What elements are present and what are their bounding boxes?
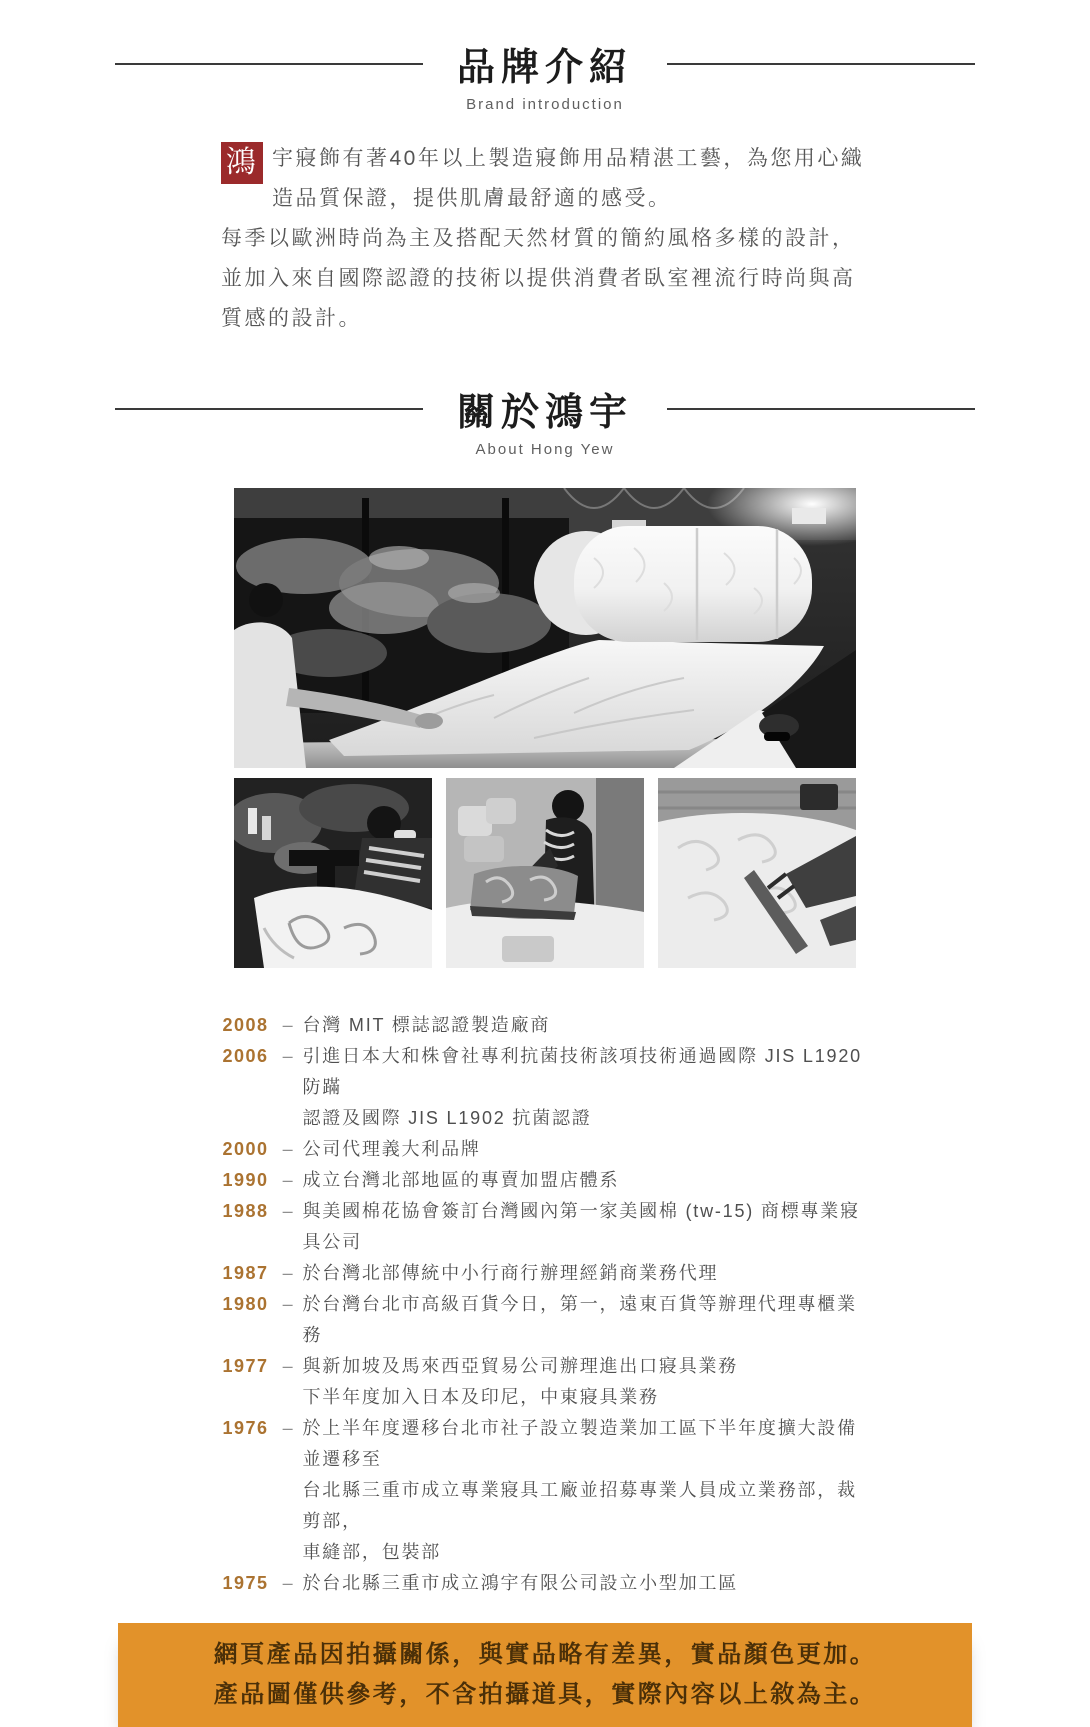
timeline-text-continued: 車縫部，包裝部 <box>302 1542 442 1562</box>
factory-photo-gallery <box>234 488 856 968</box>
brand-section-title: 品牌介紹 <box>457 47 634 89</box>
timeline-year: 1980 <box>222 1294 269 1314</box>
brand-intro-text <box>221 139 869 339</box>
timeline-text-continued: 認證及國際 JIS L1902 抗菌認證 <box>302 1108 592 1128</box>
quilt-trimming-photo <box>658 778 856 968</box>
timeline-year: 1975 <box>222 1573 269 1593</box>
brand-dropcap-logo: 鴻 <box>221 142 263 184</box>
timeline-text: 於台灣台北市高級百貨今日，第一，遠東百貨等辦理代理專櫃業務 <box>302 1294 857 1345</box>
company-history-timeline <box>223 1010 868 1599</box>
timeline-dash: – <box>282 1201 295 1221</box>
timeline-year: 1988 <box>222 1201 269 1221</box>
timeline-entry-1976 <box>223 1413 868 1475</box>
timeline-text: 與新加坡及馬來西亞貿易公司辦理進出口寢具業務 <box>302 1356 739 1376</box>
timeline-entry-1977 <box>223 1351 868 1382</box>
timeline-year: 2008 <box>222 1015 269 1035</box>
timeline-dash: – <box>282 1139 295 1159</box>
timeline-entry-2000 <box>223 1134 868 1165</box>
brand-section-subtitle: Brand introduction <box>466 96 624 113</box>
divider-line-left <box>115 408 423 410</box>
about-section-header <box>115 381 975 458</box>
timeline-dash: – <box>282 1418 295 1438</box>
timeline-text: 成立台灣北部地區的專賣加盟店體系 <box>302 1170 620 1190</box>
disclaimer-banner <box>118 1623 972 1727</box>
timeline-year: 2006 <box>222 1046 269 1066</box>
brand-intro-paragraph-1: 宇寢飾有著40年以上製造寢飾用品精湛工藝，為您用心織造品質保證，提供肌膚最舒適的感受。 <box>272 147 865 210</box>
divider-line-left <box>115 63 423 65</box>
timeline-year: 1990 <box>222 1170 269 1190</box>
timeline-dash: – <box>282 1170 295 1190</box>
timeline-entry-1990 <box>223 1165 868 1196</box>
comforter-packing-photo <box>446 778 644 968</box>
brand-intro-paragraph-2: 每季以歐洲時尚為主及搭配天然材質的簡約風格多樣的設計，並加入來自國際認證的技術以提供消費者臥室裡流行時尚與高質感的設計。 <box>221 227 856 330</box>
timeline-text: 台灣 MIT 標誌認證製造廠商 <box>302 1015 551 1035</box>
timeline-text: 於上半年度遷移台北市社子設立製造業加工區下半年度擴大設備並遷移至 <box>302 1418 857 1469</box>
timeline-text: 於台北縣三重市成立鴻宇有限公司設立小型加工區 <box>302 1573 739 1593</box>
timeline-text: 公司代理義大利品牌 <box>302 1139 481 1159</box>
timeline-entry-2006 <box>223 1041 868 1103</box>
about-section-title: 關於鴻宇 <box>457 392 634 434</box>
sewing-machine-photo <box>234 778 432 968</box>
timeline-text: 引進日本大和株會社專利抗菌技術該項技術通過國際 JIS L1920 防蹣 <box>302 1046 862 1097</box>
timeline-year: 1976 <box>222 1418 269 1438</box>
timeline-text: 於台灣北部傳統中小行商行辦理經銷商業務代理 <box>302 1263 719 1283</box>
timeline-entry-1987 <box>223 1258 868 1289</box>
timeline-text: 與美國棉花協會簽訂台灣國內第一家美國棉 (tw-15) 商標專業寢具公司 <box>302 1201 860 1252</box>
brand-section-header <box>115 36 975 113</box>
timeline-dash: – <box>282 1294 295 1314</box>
disclaimer-line-2: 產品圖僅供參考，不含拍攝道具，實際內容以上敘為主。 <box>213 1682 877 1708</box>
timeline-entry-1988 <box>223 1196 868 1258</box>
timeline-dash: – <box>282 1573 295 1593</box>
divider-line-right <box>667 63 975 65</box>
about-section-subtitle: About Hong Yew <box>475 441 615 458</box>
factory-mattress-photo <box>234 488 856 768</box>
timeline-dash: – <box>282 1046 295 1066</box>
timeline-entry-1980 <box>223 1289 868 1351</box>
disclaimer-line-1: 網頁產品因拍攝關係，與實品略有差異，實品顏色更加。 <box>213 1642 877 1668</box>
timeline-year: 2000 <box>222 1139 269 1159</box>
divider-line-right <box>667 408 975 410</box>
timeline-year: 1977 <box>222 1356 269 1376</box>
timeline-year: 1987 <box>222 1263 269 1283</box>
timeline-dash: – <box>282 1263 295 1283</box>
timeline-entry-1975 <box>223 1568 868 1599</box>
timeline-entry-2008 <box>223 1010 868 1041</box>
timeline-dash: – <box>282 1356 295 1376</box>
timeline-dash: – <box>282 1015 295 1035</box>
timeline-text-continued: 下半年度加入日本及印尼，中東寢具業務 <box>302 1387 659 1407</box>
timeline-text-continued: 台北縣三重市成立專業寢具工廠並招募專業人員成立業務部，裁剪部， <box>302 1480 857 1531</box>
